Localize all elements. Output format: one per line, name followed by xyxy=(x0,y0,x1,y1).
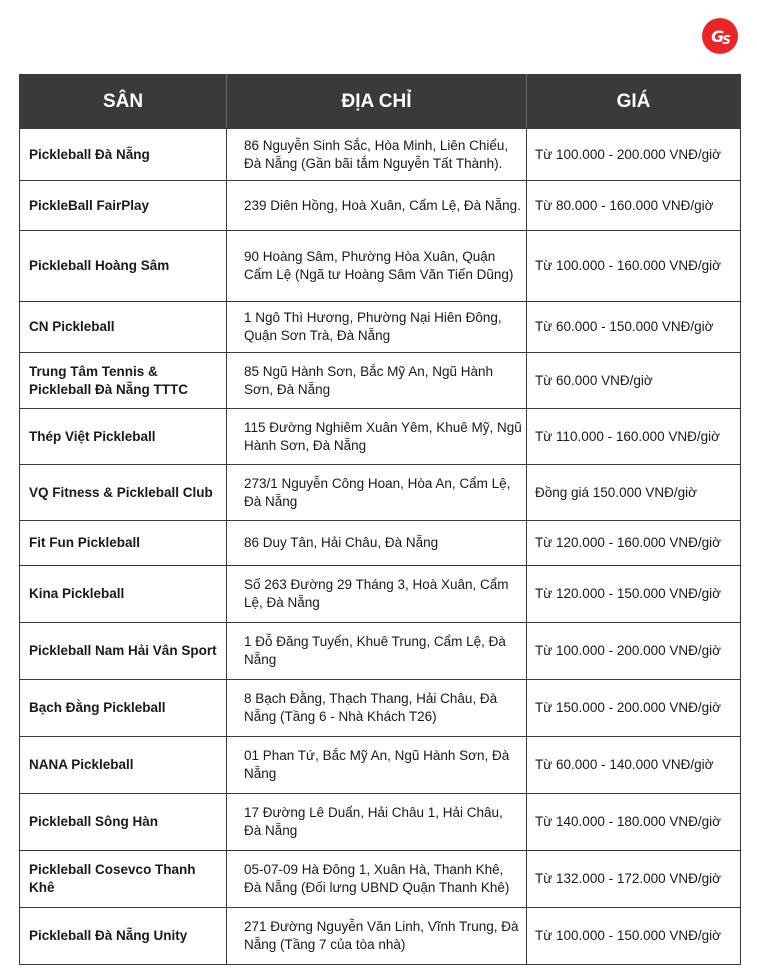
table-row xyxy=(20,737,741,794)
address-cell: 1 Đỗ Đăng Tuyển, Khuê Trung, Cẩm Lệ, Đà Nẵng xyxy=(227,623,527,680)
brand-logo xyxy=(702,18,738,54)
court-name-cell: Thép Việt Pickleball xyxy=(20,409,227,465)
price-cell: Từ 132.000 - 172.000 VNĐ/giờ xyxy=(527,851,741,908)
table-row xyxy=(20,566,741,623)
court-name-cell: CN Pickleball xyxy=(20,302,227,353)
table-row xyxy=(20,181,741,231)
header-court: SÂN xyxy=(20,75,227,129)
table-row xyxy=(20,409,741,465)
address-cell: 90 Hoàng Sâm, Phường Hòa Xuân, Quận Cẩm Lệ (Ngã tư Hoàng Sâm Văn Tiến Dũng) xyxy=(227,231,527,302)
table-row xyxy=(20,521,741,566)
header-address: ĐỊA CHỈ xyxy=(227,75,527,129)
address-cell: 1 Ngô Thì Hương, Phường Nại Hiên Đông, Quận Sơn Trà, Đà Nẵng xyxy=(227,302,527,353)
price-cell: Từ 60.000 VNĐ/giờ xyxy=(527,353,741,409)
price-cell: Từ 100.000 - 160.000 VNĐ/giờ xyxy=(527,231,741,302)
court-name-cell: Trung Tâm Tennis & Pickleball Đà Nẵng TTTC xyxy=(20,353,227,409)
table-row xyxy=(20,908,741,965)
court-name-cell: PickleBall FairPlay xyxy=(20,181,227,231)
court-name-cell: Bạch Đằng Pickleball xyxy=(20,680,227,737)
address-cell: 115 Đường Nghiêm Xuân Yêm, Khuê Mỹ, Ngũ Hành Sơn, Đà Nẵng xyxy=(227,409,527,465)
court-name-cell: Pickleball Đà Nẵng xyxy=(20,129,227,181)
table-row xyxy=(20,465,741,521)
address-cell: 01 Phan Tứ, Bắc Mỹ An, Ngũ Hành Sơn, Đà Nẵng xyxy=(227,737,527,794)
price-cell: Từ 60.000 - 150.000 VNĐ/giờ xyxy=(527,302,741,353)
address-cell: 239 Diên Hồng, Hoà Xuân, Cẩm Lệ, Đà Nẵng. xyxy=(227,181,527,231)
price-cell: Từ 100.000 - 200.000 VNĐ/giờ xyxy=(527,129,741,181)
table-row xyxy=(20,794,741,851)
court-name-cell: Pickleball Hoàng Sâm xyxy=(20,231,227,302)
table-row xyxy=(20,680,741,737)
address-cell: Số 263 Đường 29 Tháng 3, Hoà Xuân, Cẩm Lệ, Đà Nẵng xyxy=(227,566,527,623)
court-name-cell: NANA Pickleball xyxy=(20,737,227,794)
address-cell: 86 Nguyễn Sinh Sắc, Hòa Minh, Liên Chiểu, Đà Nẵng (Gần bãi tắm Nguyễn Tất Thành). xyxy=(227,129,527,181)
price-cell: Từ 100.000 - 200.000 VNĐ/giờ xyxy=(527,623,741,680)
court-name-cell: VQ Fitness & Pickleball Club xyxy=(20,465,227,521)
logo-letter-g: G xyxy=(711,26,723,46)
price-cell: Từ 80.000 - 160.000 VNĐ/giờ xyxy=(527,181,741,231)
court-name-cell: Fit Fun Pickleball xyxy=(20,521,227,566)
address-cell: 05-07-09 Hà Đông 1, Xuân Hà, Thanh Khê, Đà Nẵng (Đối lưng UBND Quận Thanh Khê) xyxy=(227,851,527,908)
price-cell: Từ 60.000 - 140.000 VNĐ/giờ xyxy=(527,737,741,794)
price-cell: Từ 120.000 - 150.000 VNĐ/giờ xyxy=(527,566,741,623)
price-cell: Từ 100.000 - 150.000 VNĐ/giờ xyxy=(527,908,741,965)
table-row xyxy=(20,231,741,302)
address-cell: 85 Ngũ Hành Sơn, Bắc Mỹ An, Ngũ Hành Sơn, Đà Nẵng xyxy=(227,353,527,409)
court-name-cell: Pickleball Cosevco Thanh Khê xyxy=(20,851,227,908)
header-price: GIÁ xyxy=(527,75,741,129)
court-name-cell: Pickleball Sông Hàn xyxy=(20,794,227,851)
table-row xyxy=(20,851,741,908)
address-cell: 86 Duy Tân, Hải Châu, Đà Nẵng xyxy=(227,521,527,566)
address-cell: 271 Đường Nguyễn Văn Linh, Vĩnh Trung, Đà Nẵng (Tầng 7 của tòa nhà) xyxy=(227,908,527,965)
table-row xyxy=(20,353,741,409)
court-name-cell: Kina Pickleball xyxy=(20,566,227,623)
table-header-row xyxy=(20,75,741,129)
price-cell: Từ 120.000 - 160.000 VNĐ/giờ xyxy=(527,521,741,566)
logo-letter-s: S xyxy=(722,33,729,47)
table-row xyxy=(20,623,741,680)
price-cell: Từ 110.000 - 160.000 VNĐ/giờ xyxy=(527,409,741,465)
table-row xyxy=(20,302,741,353)
address-cell: 273/1 Nguyễn Công Hoan, Hòa An, Cẩm Lệ, Đà Nẵng xyxy=(227,465,527,521)
court-name-cell: Pickleball Đà Nẵng Unity xyxy=(20,908,227,965)
address-cell: 8 Bạch Đằng, Thạch Thang, Hải Châu, Đà Nẵng (Tầng 6 - Nhà Khách T26) xyxy=(227,680,527,737)
table-row xyxy=(20,129,741,181)
price-cell: Đồng giá 150.000 VNĐ/giờ xyxy=(527,465,741,521)
pickleball-courts-table xyxy=(19,74,741,965)
price-cell: Từ 150.000 - 200.000 VNĐ/giờ xyxy=(527,680,741,737)
price-cell: Từ 140.000 - 180.000 VNĐ/giờ xyxy=(527,794,741,851)
address-cell: 17 Đường Lê Duẩn, Hải Châu 1, Hải Châu, Đà Nẵng xyxy=(227,794,527,851)
court-name-cell: Pickleball Nam Hải Vân Sport xyxy=(20,623,227,680)
